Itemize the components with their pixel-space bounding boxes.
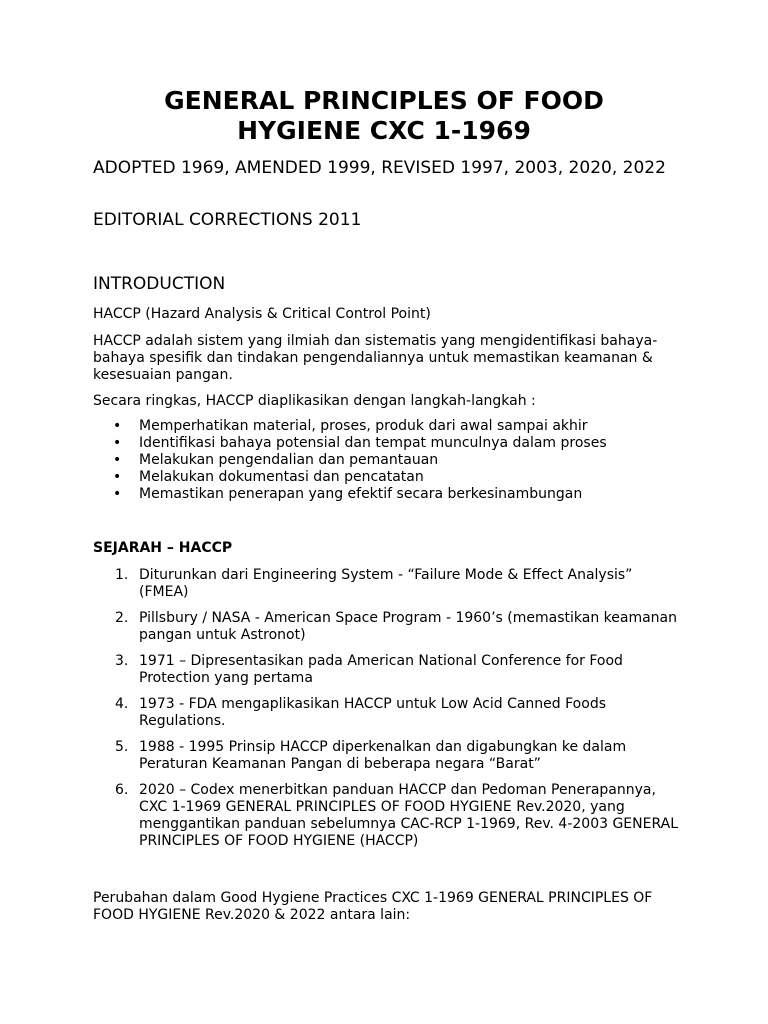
bullet-icon: •	[113, 452, 122, 468]
bullet-icon: •	[113, 435, 122, 451]
changes-intro-paragraph: Perubahan dalam Good Hygiene Practices CXC 1-1969 GENERAL PRINCIPLES OF FOOD HYGIENE Rev.2020 & 2022 antara lain:	[93, 890, 653, 923]
item-number: 6.	[115, 782, 129, 798]
list-item	[93, 452, 683, 469]
adoption-history-line: ADOPTED 1969, AMENDED 1999, REVISED 1997, 2003, 2020, 2022	[93, 158, 666, 178]
list-item-text: Identifikasi bahaya potensial dan tempat munculnya dalam proses	[139, 435, 607, 451]
history-item	[93, 567, 683, 601]
title-line-1: GENERAL PRINCIPLES OF FOOD	[164, 86, 604, 115]
bullet-icon: •	[113, 486, 122, 502]
history-item	[93, 739, 683, 773]
item-text: 1973 - FDA mengaplikasikan HACCP untuk Low Acid Canned Foods Regulations.	[139, 696, 606, 729]
item-number: 5.	[115, 739, 129, 755]
list-item-text: Memastikan penerapan yang efektif secara berkesinambungan	[139, 486, 583, 502]
history-item	[93, 696, 683, 730]
history-heading: SEJARAH – HACCP	[93, 540, 233, 556]
bullet-icon: •	[113, 469, 122, 485]
title-line-2: HYGIENE CXC 1-1969	[237, 116, 531, 145]
item-text: 2020 – Codex menerbitkan panduan HACCP dan Pedoman Penerapannya, CXC 1-1969 GENERAL PRINCIPLES OF FOOD HYGIENE Rev.2020, yang menggantikan panduan sebelumnya CAC-RCP 1-1969, Rev. 4-2003 GENERAL PRINCIPLES OF FOOD HYGIENE (HACCP)	[139, 782, 679, 849]
item-text: 1988 - 1995 Prinsip HACCP diperkenalkan dan digabungkan ke dalam Peraturan Keamanan Pangan di beberapa negara “Barat”	[139, 739, 627, 772]
list-item	[93, 469, 683, 486]
summary-intro-paragraph: Secara ringkas, HACCP diaplikasikan dengan langkah-langkah :	[93, 393, 536, 409]
list-item-text: Melakukan dokumentasi dan pencatatan	[139, 469, 424, 485]
history-item	[93, 782, 683, 850]
introduction-heading: INTRODUCTION	[93, 274, 226, 294]
list-item-text: Memperhatikan material, proses, produk dari awal sampai akhir	[139, 418, 588, 434]
haccp-definition-title: HACCP (Hazard Analysis & Critical Control Point)	[93, 306, 431, 322]
history-list	[93, 567, 683, 859]
haccp-steps-list	[93, 418, 683, 503]
haccp-definition-paragraph: HACCP adalah sistem yang ilmiah dan sistematis yang mengidentifikasi bahaya-bahaya spesifik dan tindakan pengendaliannya untuk memastikan keamanan & kesesuaian pangan.	[93, 333, 658, 383]
item-number: 4.	[115, 696, 129, 712]
bullet-icon: •	[113, 418, 122, 434]
item-text: 1971 – Dipresentasikan pada American National Conference for Food Protection yang pertama	[139, 653, 623, 686]
item-text: Diturunkan dari Engineering System - “Failure Mode & Effect Analysis” (FMEA)	[139, 567, 633, 600]
item-number: 2.	[115, 610, 129, 626]
item-text: Pillsbury / NASA - American Space Program - 1960’s (memastikan keamanan pangan untuk Astronot)	[139, 610, 677, 643]
list-item	[93, 486, 683, 503]
document-title	[0, 86, 768, 146]
editorial-corrections-line: EDITORIAL CORRECTIONS 2011	[93, 210, 362, 230]
list-item	[93, 418, 683, 435]
list-item-text: Melakukan pengendalian dan pemantauan	[139, 452, 439, 468]
item-number: 1.	[115, 567, 129, 583]
history-item	[93, 610, 683, 644]
item-number: 3.	[115, 653, 129, 669]
list-item	[93, 435, 683, 452]
history-item	[93, 653, 683, 687]
